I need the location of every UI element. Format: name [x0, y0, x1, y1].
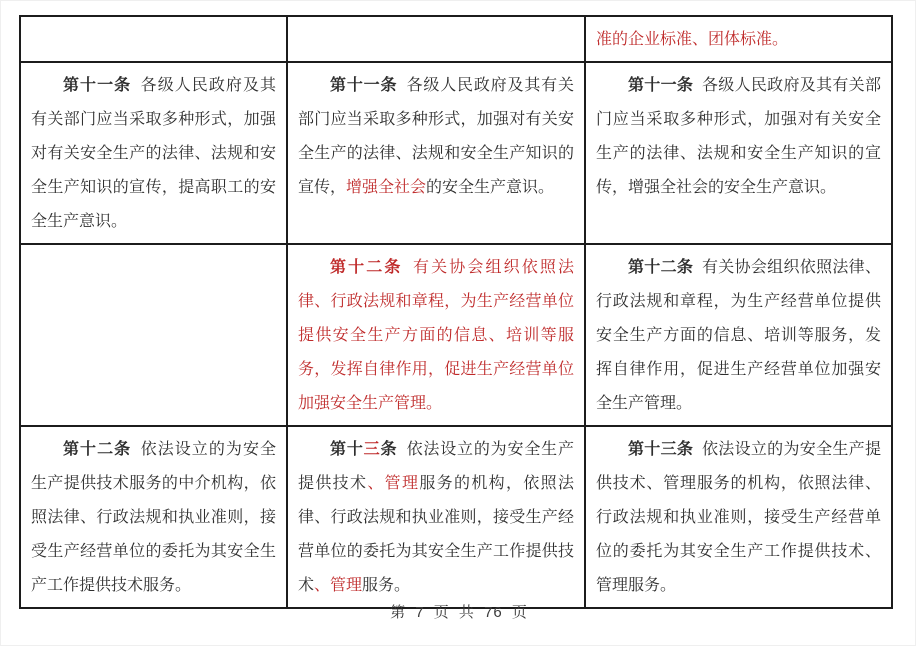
table-cell — [287, 426, 585, 608]
table-cell — [585, 62, 892, 244]
table-cell — [20, 426, 287, 608]
text-run: 第十三条 — [628, 441, 694, 458]
text-run: 依法设立的为安全生产提供技术服务的中介机构，依照法律、行政法规和执业准则，接受生产经营单位的委托为其安全生产工作提供技术服务。 — [31, 441, 276, 594]
text-run: 有关协会组织依照法律、行政法规和章程，为生产经营单位提供安全生产方面的信息、培训等服务，发挥自律作用，促进生产经营单位加强安全生产管理。 — [298, 259, 574, 412]
law-comparison-table — [19, 15, 893, 609]
table-row — [20, 16, 892, 62]
text-run: 三 — [363, 441, 381, 458]
cell-paragraph — [298, 433, 574, 603]
table-cell — [585, 426, 892, 608]
table-cell — [585, 16, 892, 62]
cell-paragraph — [298, 69, 574, 205]
text-run: 各级人民政府及其有关部门应当采取多种形式，加强对有关安全生产的法律、法规和安全生产知识的宣传，提高职工的安全生产意识。 — [31, 77, 276, 230]
table-cell — [585, 244, 892, 426]
text-run: 服务。 — [362, 577, 411, 594]
cell-paragraph — [596, 251, 881, 421]
table-row — [20, 426, 892, 608]
table-cell — [287, 244, 585, 426]
text-run: 、管理 — [367, 475, 420, 492]
cell-paragraph — [298, 251, 574, 421]
cell-paragraph — [31, 433, 276, 603]
text-run: 依法设立的为安全生产提供技术、管理服务的机构，依照法律、行政法规和执业准则，接受生产经营单位的委托为其安全生产工作提供技术、管理服务。 — [596, 441, 881, 594]
page-footer — [1, 601, 916, 622]
cell-paragraph — [31, 69, 276, 239]
table-row — [20, 244, 892, 426]
text-run: 增强全社会 — [346, 179, 427, 196]
text-run: 服务的机构，依照法律、行政法规和执业准则，接受生产经营单位的委托为其安全生产工作提供技术 — [298, 475, 574, 594]
text-run: 第十一条 — [330, 77, 398, 94]
table-cell — [287, 62, 585, 244]
table-cell — [20, 244, 287, 426]
document-page — [1, 1, 916, 646]
page-number-text: 第 7 页 共 76 页 — [390, 604, 528, 621]
text-run: 条 — [380, 441, 398, 458]
text-run: 第十二条 — [628, 259, 694, 276]
text-run: 第十二条 — [330, 259, 403, 276]
text-run: 有关协会组织依照法律、行政法规和章程，为生产经营单位提供安全生产方面的信息、培训等服务，发挥自律作用，促进生产经营单位加强安全生产管理。 — [596, 259, 881, 412]
text-run: 第十二条 — [63, 441, 132, 458]
text-run: 各级人民政府及其有关部门应当采取多种形式，加强对有关安全生产的法律、法规和安全生产知识的宣传，增强全社会的安全生产意识。 — [596, 77, 881, 196]
text-run: 第十一条 — [63, 77, 132, 94]
text-run: 第十一条 — [628, 77, 694, 94]
table-cell — [20, 62, 287, 244]
text-run: 依法设立的为安全生产提供技术 — [298, 441, 574, 492]
table-cell — [20, 16, 287, 62]
text-run: 的安全生产意识。 — [426, 179, 555, 196]
cell-paragraph — [596, 23, 881, 57]
table-cell — [287, 16, 585, 62]
cell-paragraph — [596, 69, 881, 205]
text-run: 、管理 — [314, 577, 363, 594]
text-run: 各级人民政府及其有关部门应当采取多种形式，加强对有关安全生产的法律、法规和安全生产知识的宣传， — [298, 77, 574, 196]
cell-paragraph — [596, 433, 881, 603]
text-run: 第十 — [330, 441, 364, 458]
table-row — [20, 62, 892, 244]
text-run: 准的企业标准、团体标准。 — [596, 31, 789, 48]
